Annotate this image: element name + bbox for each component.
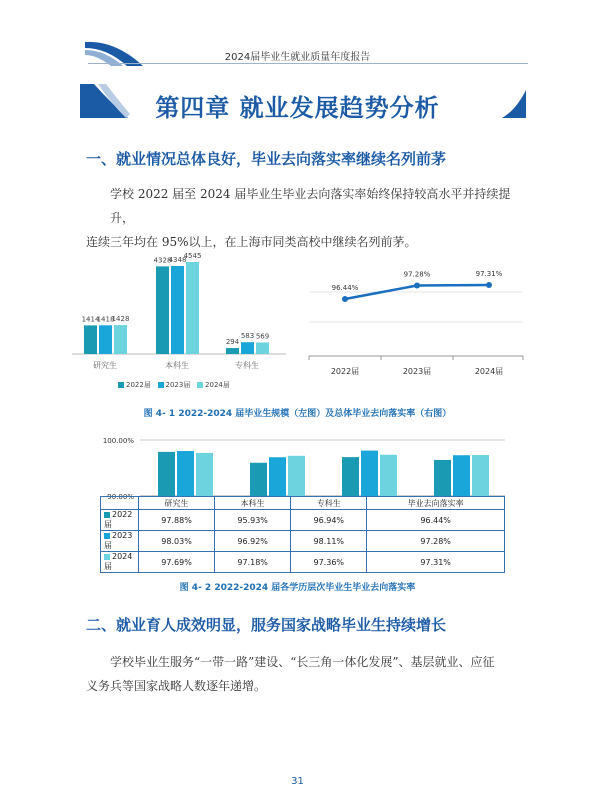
header-divider [88, 63, 528, 64]
level-y-tick-label: 100.00% [102, 437, 134, 445]
table-cell: 97.88% [139, 510, 215, 531]
table-cell: 95.93% [215, 510, 291, 531]
table-cell: 97.36% [291, 552, 367, 573]
rate-point-label: 97.31% [475, 270, 503, 279]
scale-bar-本科生-2024届 [186, 262, 199, 354]
scale-chart-legend [118, 380, 230, 390]
level-bar-研究生-2024届 [196, 453, 213, 496]
scale-bar-label: 4328 [153, 256, 172, 265]
table-series-name: 2023届 [104, 531, 133, 550]
figure-4-1-caption: 图 4- 1 2022-2024 届毕业生规模（左图）及总体毕业去向落实率（右图） [143, 409, 452, 419]
section-1-line-2: 连续三年均在 95%以上，在上海市同类高校中继续名列前茅。 [86, 235, 417, 249]
scale-bar-专科生-2023届 [241, 342, 254, 354]
level-bar-本科生-2023届 [269, 457, 286, 496]
scale-bar-专科生-2024届 [256, 342, 269, 354]
section-1-heading: 一、就业情况总体良好，毕业去向落实率继续名列前茅 [86, 150, 447, 168]
legend-swatch-2022 [118, 382, 124, 388]
legend-label-2024: 2024届 [205, 381, 230, 389]
level-placement-data-table [100, 496, 505, 573]
scale-bar-label: 583 [240, 332, 255, 341]
legend-label-2022: 2022届 [126, 381, 151, 389]
table-cell: 97.69% [139, 552, 215, 573]
scale-bar-研究生-2024届 [114, 325, 127, 354]
table-cell: 98.11% [291, 531, 367, 552]
section-2-line-1: 学校毕业生服务“一带一路”建设、“长三角一体化发展”、基层就业、应征 [110, 655, 495, 669]
rate-category-label: 2023届 [402, 367, 432, 376]
rate-category-label: 2022届 [330, 367, 360, 376]
section-2-line-2: 义务兵等国家战略人数逐年递增。 [86, 679, 267, 693]
table-series-label [101, 510, 139, 531]
rate-point [414, 283, 420, 289]
table-series-swatch [104, 554, 110, 560]
figure-4-2-caption: 图 4- 2 2022-2024 届各学历层次毕业生毕业去向落实率 [179, 583, 416, 593]
table-row [101, 510, 505, 531]
level-bar-专科生-2024届 [380, 455, 397, 496]
scale-bar-专科生-2022届 [226, 348, 239, 354]
level-bar-本科生-2022届 [250, 463, 267, 496]
section-2-heading: 二、就业育人成效明显，服务国家战略毕业生持续增长 [86, 616, 447, 634]
level-bar-毕业去向落实率-2024届 [472, 455, 489, 496]
table-cell: 97.28% [367, 531, 505, 552]
scale-category-label: 专科生 [235, 361, 259, 370]
rate-category-label: 2024届 [474, 367, 504, 376]
scale-category-label: 本科生 [165, 361, 189, 370]
chapter-right-decoration [498, 90, 526, 120]
level-y-tick-label: 90.00% [107, 493, 134, 500]
table-cell: 96.92% [215, 531, 291, 552]
scale-bar-label: 294 [225, 338, 240, 347]
page-number: 31 [291, 776, 304, 787]
rate-point-label: 96.44% [331, 283, 359, 292]
level-placement-bar-chart [90, 434, 510, 500]
table-header-cell: 研究生 [139, 497, 215, 510]
graduate-scale-bar-chart [60, 240, 300, 400]
table-row [101, 531, 505, 552]
table-cell: 97.31% [367, 552, 505, 573]
section-2-paragraph [86, 650, 516, 698]
rate-point [486, 282, 492, 288]
table-series-swatch [104, 533, 110, 539]
table-series-swatch [104, 512, 110, 518]
scale-bar-本科生-2022届 [156, 266, 169, 354]
table-corner-cell [101, 497, 139, 510]
table-series-name: 2024届 [104, 552, 133, 571]
level-bar-专科生-2022届 [342, 457, 359, 496]
scale-bar-研究生-2023届 [99, 325, 112, 354]
table-row [101, 552, 505, 573]
level-bar-研究生-2022届 [158, 452, 175, 496]
scale-bar-label: 1418 [96, 315, 115, 324]
scale-bar-label: 569 [255, 332, 270, 341]
table-series-name: 2022届 [104, 510, 133, 529]
level-bar-毕业去向落实率-2022届 [434, 460, 451, 496]
table-header-cell: 专科生 [291, 497, 367, 510]
legend-swatch-2023 [158, 382, 164, 388]
scale-bar-本科生-2023届 [171, 266, 184, 354]
placement-rate-line-chart [305, 262, 525, 382]
scale-category-label: 研究生 [93, 361, 117, 370]
table-header-cell: 本科生 [215, 497, 291, 510]
table-series-label [101, 552, 139, 573]
level-bar-研究生-2023届 [177, 451, 194, 496]
table-series-label [101, 531, 139, 552]
legend-swatch-2024 [197, 382, 203, 388]
scale-bar-label: 4545 [183, 252, 202, 260]
level-bar-本科生-2024届 [288, 456, 305, 496]
scale-bar-label: 4348 [168, 255, 187, 264]
scale-bar-label: 1414 [81, 315, 100, 324]
table-cell: 96.44% [367, 510, 505, 531]
scale-bar-label: 1428 [111, 315, 130, 324]
chapter-title: 第四章 就业发展趋势分析 [155, 94, 440, 122]
section-1-line-1: 学校 2022 届至 2024 届毕业生毕业去向落实率始终保持较高水平并持续提升， [110, 187, 511, 225]
table-cell: 97.18% [215, 552, 291, 573]
table-cell: 98.03% [139, 531, 215, 552]
level-bar-毕业去向落实率-2023届 [453, 455, 470, 496]
scale-bar-研究生-2022届 [84, 325, 97, 354]
rate-point-label: 97.28% [403, 270, 431, 279]
table-header-row [101, 497, 505, 510]
table-header-cell: 毕业去向落实率 [367, 497, 505, 510]
legend-label-2023: 2023届 [165, 381, 191, 389]
table-cell: 96.94% [291, 510, 367, 531]
rate-point [342, 296, 348, 302]
header-title: 2024届毕业生就业质量年度报告 [224, 52, 371, 63]
level-bar-专科生-2023届 [361, 451, 378, 496]
